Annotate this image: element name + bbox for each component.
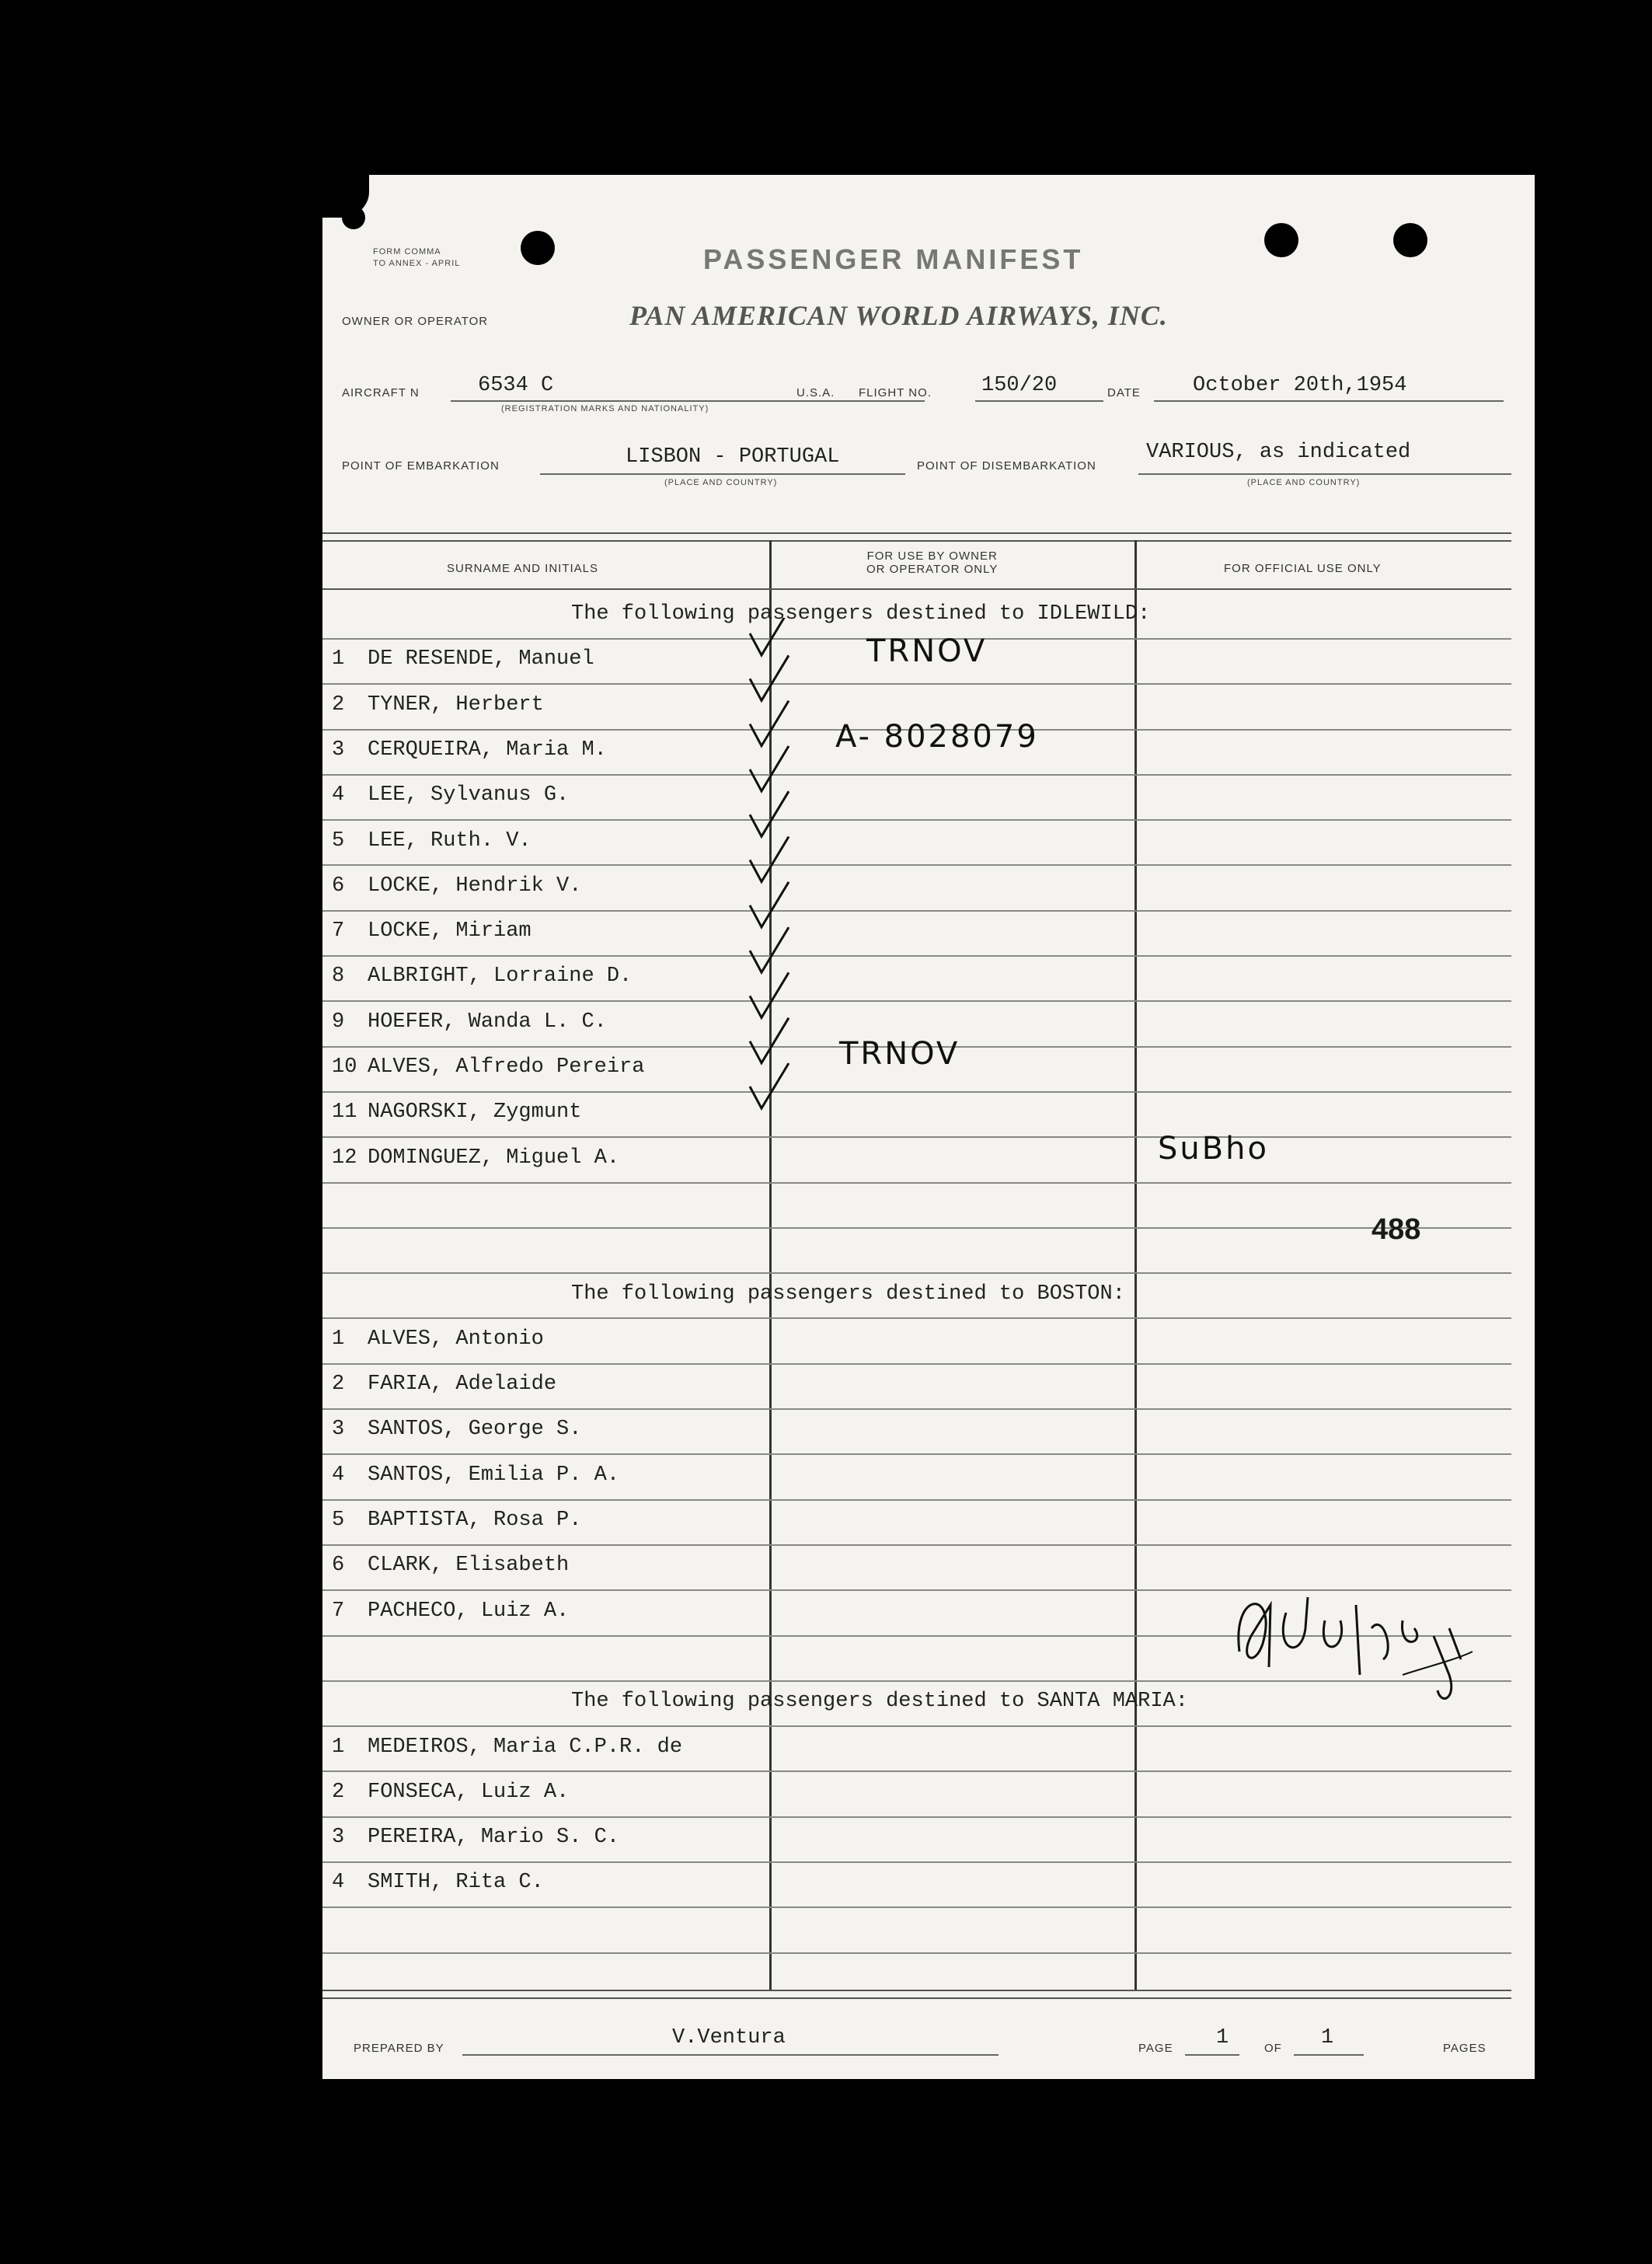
passenger-row (332, 693, 544, 717)
passenger-number: 4 (332, 783, 345, 808)
passenger-number: 8 (332, 965, 345, 989)
handwritten-note: TRNOV (839, 1036, 960, 1072)
passenger-row (332, 647, 594, 671)
passenger-row (332, 1055, 644, 1079)
handwritten-note: TRNOV (866, 633, 988, 669)
ruled-line (322, 1725, 1511, 1727)
prepared-label: PREPARED BY (354, 2042, 444, 2055)
passenger-number: 2 (332, 1780, 345, 1804)
disembarkation-sublabel: (PLACE AND COUNTRY) (1247, 478, 1361, 487)
passenger-row (332, 1826, 619, 1849)
passenger-row (332, 783, 569, 807)
section-heading: The following passengers destined to SANTA MARIA: (571, 1690, 1188, 1714)
check-mark (750, 837, 789, 882)
passenger-row (332, 738, 607, 762)
column-owner: FOR USE BY OWNER OR OPERATOR ONLY (866, 549, 999, 576)
ruled-line (322, 1544, 1511, 1546)
passenger-name: SMITH, Rita C. (368, 1871, 544, 1895)
manifest-page (322, 175, 1535, 2079)
pages-label: PAGES (1443, 2042, 1486, 2055)
passenger-number: 10 (332, 1055, 357, 1079)
ruled-line (322, 1136, 1511, 1138)
total-count: 488 (1371, 1213, 1421, 1246)
punch-hole-icon (1393, 223, 1427, 257)
passenger-row (332, 1146, 619, 1170)
passenger-row (332, 1554, 569, 1577)
passenger-row (332, 1418, 581, 1441)
ruled-line (322, 1770, 1511, 1772)
embarkation-label: POINT OF EMBARKATION (342, 459, 500, 473)
column-official: FOR OFFICIAL USE ONLY (1224, 562, 1382, 575)
date-label: DATE (1107, 386, 1141, 399)
aircraft-label: AIRCRAFT N (342, 386, 420, 399)
check-mark (750, 618, 789, 655)
check-mark (750, 655, 789, 700)
passenger-number: 3 (332, 1826, 345, 1850)
passenger-number: 4 (332, 1463, 345, 1487)
ruled-line (322, 1091, 1511, 1093)
page-label: PAGE (1138, 2042, 1173, 2055)
check-mark (750, 1018, 789, 1063)
ruled-line (322, 1499, 1511, 1501)
disembarkation-label: POINT OF DISEMBARKATION (917, 459, 1096, 473)
passenger-row (332, 1327, 544, 1351)
passenger-row (332, 874, 581, 898)
passenger-row (332, 1736, 682, 1759)
passenger-row (332, 965, 632, 988)
check-mark (750, 882, 789, 927)
aircraft-value: 6534 C (478, 374, 554, 397)
passenger-name: ALVES, Antonio (368, 1327, 544, 1351)
passenger-name: FARIA, Adelaide (368, 1373, 557, 1397)
check-mark (750, 972, 789, 1017)
ruled-line (322, 683, 1511, 685)
passenger-name: PACHECO, Luiz A. (368, 1599, 570, 1623)
passenger-name: HOEFER, Wanda L. C. (368, 1010, 607, 1034)
passenger-name: NAGORSKI, Zygmunt (368, 1101, 582, 1125)
ruled-line (322, 1182, 1511, 1184)
passenger-name: ALVES, Alfredo Pereira (368, 1055, 645, 1079)
passenger-name: MEDEIROS, Maria C.P.R. de (368, 1735, 683, 1759)
passenger-number: 3 (332, 1418, 345, 1442)
passenger-row (332, 829, 531, 853)
of-label: OF (1264, 2042, 1282, 2055)
ruled-line (322, 819, 1511, 821)
passenger-number: 5 (332, 829, 345, 853)
passenger-name: FONSECA, Luiz A. (368, 1780, 570, 1804)
check-mark (750, 746, 789, 791)
disembarkation-value: VARIOUS, as indicated (1146, 441, 1411, 464)
page-title: PASSENGER MANIFEST (703, 243, 1084, 275)
punch-hole-icon (521, 231, 555, 265)
passenger-name: SANTOS, George S. (368, 1418, 582, 1442)
passenger-row (332, 1463, 619, 1487)
flight-value: 150/20 (981, 374, 1058, 397)
passenger-row (332, 1101, 581, 1124)
passenger-row (332, 1781, 569, 1804)
section-heading: The following passengers destined to BOSTON: (571, 1282, 1125, 1306)
aircraft-sublabel: (REGISTRATION MARKS AND NATIONALITY) (501, 404, 709, 413)
passenger-name: LEE, Sylvanus G. (368, 783, 570, 808)
ruled-line (322, 1000, 1511, 1002)
passenger-name: CLARK, Elisabeth (368, 1554, 570, 1578)
signature-icon (1216, 1558, 1496, 1714)
passenger-number: 12 (332, 1146, 357, 1170)
ruled-line (322, 910, 1511, 912)
passenger-name: CERQUEIRA, Maria M. (368, 738, 607, 762)
embarkation-sublabel: (PLACE AND COUNTRY) (664, 478, 778, 487)
passenger-name: SANTOS, Emilia P. A. (368, 1463, 620, 1487)
ruled-line (322, 1952, 1511, 1954)
handwritten-note: A- 8028079 (835, 719, 1039, 755)
section-heading: The following passengers destined to IDLEWILD: (571, 602, 1151, 626)
passenger-number: 6 (332, 1554, 345, 1578)
passenger-name: BAPTISTA, Rosa P. (368, 1509, 582, 1532)
passenger-number: 2 (332, 1373, 345, 1397)
punch-hole-icon (1264, 223, 1298, 257)
passenger-number: 7 (332, 1599, 345, 1623)
passenger-name: TYNER, Herbert (368, 692, 544, 717)
check-mark (750, 701, 789, 746)
passenger-number: 11 (332, 1101, 357, 1125)
passenger-number: 1 (332, 1327, 345, 1351)
ruled-line (322, 864, 1511, 866)
passenger-row (332, 1509, 581, 1532)
date-value: October 20th,1954 (1193, 374, 1407, 397)
passenger-number: 2 (332, 692, 345, 717)
passenger-number: 1 (332, 647, 345, 672)
ruled-line (322, 1227, 1511, 1229)
ruled-line (322, 1453, 1511, 1455)
ruled-line (322, 1408, 1511, 1410)
passenger-name: DOMINGUEZ, Miguel A. (368, 1146, 620, 1170)
passenger-name: LOCKE, Miriam (368, 919, 531, 944)
ruled-line (322, 774, 1511, 776)
passenger-number: 7 (332, 919, 345, 944)
owner-value: PAN AMERICAN WORLD AIRWAYS, INC. (629, 300, 1168, 331)
passenger-row (332, 1373, 556, 1396)
check-mark (750, 1063, 789, 1108)
ruled-line (322, 1906, 1511, 1908)
passenger-number: 5 (332, 1509, 345, 1532)
embarkation-value: LISBON - PORTUGAL (626, 445, 840, 469)
passenger-number: 4 (332, 1871, 345, 1895)
column-surname: SURNAME AND INITIALS (447, 562, 599, 575)
torn-fragment (342, 206, 365, 229)
corner-stamp: FORM COMMA TO ANNEX - APRIL (373, 247, 461, 268)
page-value: 1 (1216, 2026, 1229, 2049)
passenger-row (332, 1010, 607, 1034)
prepared-value: V.Ventura (672, 2026, 786, 2049)
usa-label: U.S.A. (796, 386, 835, 399)
passenger-name: LOCKE, Hendrik V. (368, 874, 582, 898)
check-mark (750, 791, 789, 836)
passenger-name: ALBRIGHT, Lorraine D. (368, 965, 633, 989)
passenger-name: LEE, Ruth. V. (368, 829, 531, 853)
ruled-line (322, 1816, 1511, 1818)
passenger-row (332, 919, 531, 943)
check-marks-icon (734, 618, 828, 1170)
passenger-name: DE RESENDE, Manuel (368, 647, 594, 672)
ruled-line (322, 1317, 1511, 1319)
handwritten-note: SuBho (1158, 1131, 1270, 1167)
ruled-line (322, 1272, 1511, 1274)
passenger-row (332, 1871, 544, 1894)
passenger-number: 3 (332, 738, 345, 762)
of-value: 1 (1321, 2026, 1334, 2049)
passenger-row (332, 1599, 569, 1623)
flight-label: FLIGHT NO. (859, 386, 932, 399)
ruled-line (322, 1861, 1511, 1863)
passenger-number: 1 (332, 1735, 345, 1759)
passenger-name: PEREIRA, Mario S. C. (368, 1826, 620, 1850)
ruled-line (322, 955, 1511, 957)
ruled-line (322, 1363, 1511, 1365)
passenger-number: 9 (332, 1010, 345, 1034)
owner-label: OWNER OR OPERATOR (342, 315, 489, 328)
passenger-number: 6 (332, 874, 345, 898)
check-mark (750, 927, 789, 972)
